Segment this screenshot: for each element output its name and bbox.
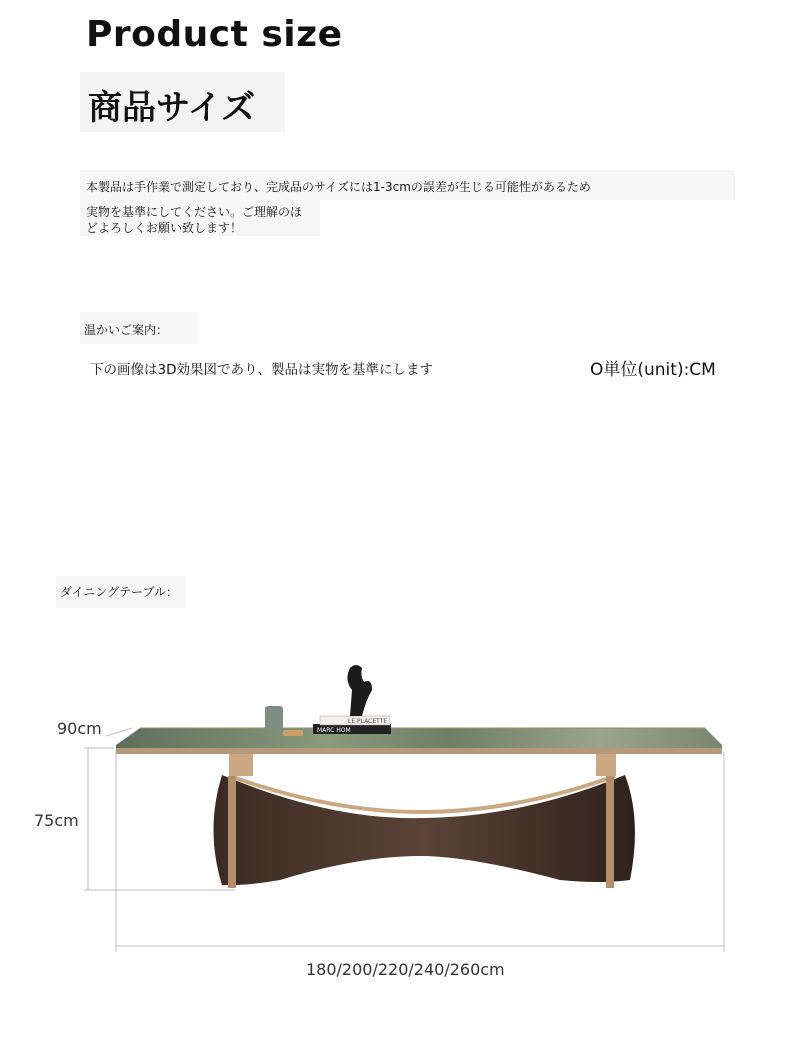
measurement-note-continued xyxy=(86,204,302,236)
width-dimension-label: 180/200/220/240/260cm xyxy=(306,960,505,979)
render-note: 下の画像は3D効果図であり、製品は実物を基準にします xyxy=(90,362,433,378)
section-label: ダイニングテーブル： xyxy=(60,585,178,599)
depth-dimension-label: 90cm xyxy=(57,719,102,738)
page-title-jp: 商品サイズ xyxy=(88,88,256,128)
book-spine-text: LE PLACETTE xyxy=(348,718,388,725)
book-spine-text: MARC HOM xyxy=(317,727,351,734)
table-top xyxy=(116,728,722,754)
page-title-en: Product size xyxy=(86,14,343,55)
dining-table-diagram xyxy=(0,600,790,990)
measurement-note: 本製品は手作業で測定しており、完成品のサイズには1-3cmの誤差が生じる可能性があるため xyxy=(86,180,591,194)
note-line-2: 実物を基準にしてください。ご理解のほ xyxy=(86,205,303,219)
unit-label: O単位(unit):CM xyxy=(590,360,716,380)
height-dimension-label: 75cm xyxy=(34,811,79,830)
warm-notice-heading: 温かいご案内： xyxy=(84,323,169,337)
table-decor xyxy=(265,665,391,736)
table-base xyxy=(214,754,635,888)
note-line-3: どよろしくお願い致します！ xyxy=(86,221,243,235)
